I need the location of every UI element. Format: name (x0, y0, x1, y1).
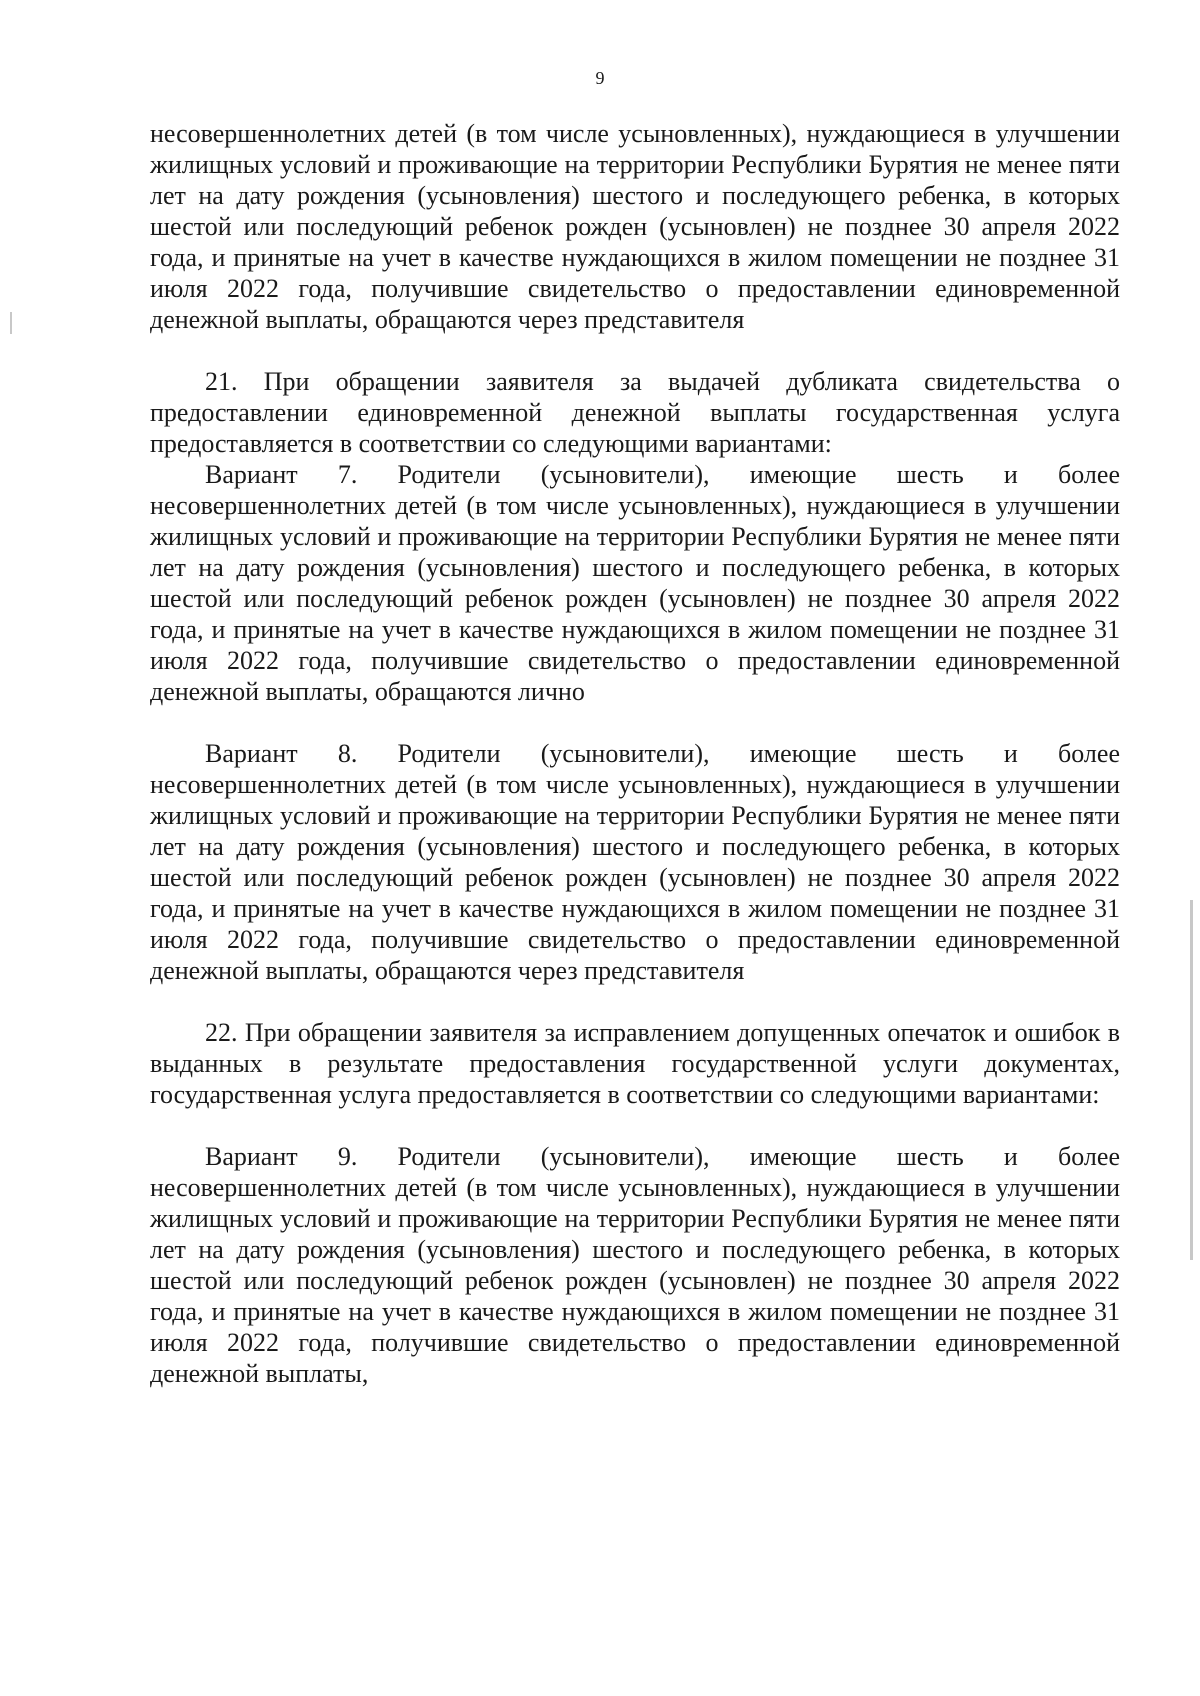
scan-edge-mark-left (10, 312, 12, 334)
paragraph-clause-22: 22. При обращении заявителя за исправлением допущенных опечаток и ошибок в выданных в результате предоставления государственной услуги документах, государственная услуга предоставляется в соответствии со следующими вариантами: (150, 1018, 1120, 1109)
paragraph-variant-7: Вариант 7. Родители (усыновители), имеющие шесть и более несовершеннолетних детей (в том числе усыновленных), нуждающиеся в улучшении жилищных условий и проживающие на территории Республики Бурятия не менее пяти лет на дату рождения (усыновления) шестого и последующего ребенка, в которых шестой или последующий ребенок рожден (усыновлен) не позднее 30 апреля 2022 года, и принятые на учет в качестве нуждающихся в жилом помещении не позднее 31 июля 2022 года, получившие свидетельство о предоставлении единовременной денежной выплаты, обращаются лично (150, 460, 1120, 706)
document-body (150, 118, 1120, 1389)
paragraph-clause-21: 21. При обращении заявителя за выдачей дубликата свидетельства о предоставлении единовременной денежной выплаты государственная услуга предоставляется в соответствии со следующими вариантами: (150, 367, 1120, 458)
paragraph-variant-8: Вариант 8. Родители (усыновители), имеющие шесть и более несовершеннолетних детей (в том числе усыновленных), нуждающиеся в улучшении жилищных условий и проживающие на территории Республики Бурятия не менее пяти лет на дату рождения (усыновления) шестого и последующего ребенка, в которых шестой или последующий ребенок рожден (усыновлен) не позднее 30 апреля 2022 года, и принятые на учет в качестве нуждающихся в жилом помещении не позднее 31 июля 2022 года, получившие свидетельство о предоставлении единовременной денежной выплаты, обращаются через представителя (150, 739, 1120, 985)
paragraph-variant-9: Вариант 9. Родители (усыновители), имеющие шесть и более несовершеннолетних детей (в том числе усыновленных), нуждающиеся в улучшении жилищных условий и проживающие на территории Республики Бурятия не менее пяти лет на дату рождения (усыновления) шестого и последующего ребенка, в которых шестой или последующий ребенок рожден (усыновлен) не позднее 30 апреля 2022 года, и принятые на учет в качестве нуждающихся в жилом помещении не позднее 31 июля 2022 года, получившие свидетельство о предоставлении единовременной денежной выплаты, (150, 1142, 1120, 1388)
page-number: 9 (595, 68, 605, 88)
scan-edge-mark-right (1190, 900, 1193, 1260)
paragraph-continuation: несовершеннолетних детей (в том числе усыновленных), нуждающиеся в улучшении жилищных условий и проживающие на территории Республики Бурятия не менее пяти лет на дату рождения (усыновления) шестого и последующего ребенка, в которых шестой или последующий ребенок рожден (усыновлен) не позднее 30 апреля 2022 года, и принятые на учет в качестве нуждающихся в жилом помещении не позднее 31 июля 2022 года, получившие свидетельство о предоставлении единовременной денежной выплаты, обращаются через представителя (150, 119, 1120, 334)
